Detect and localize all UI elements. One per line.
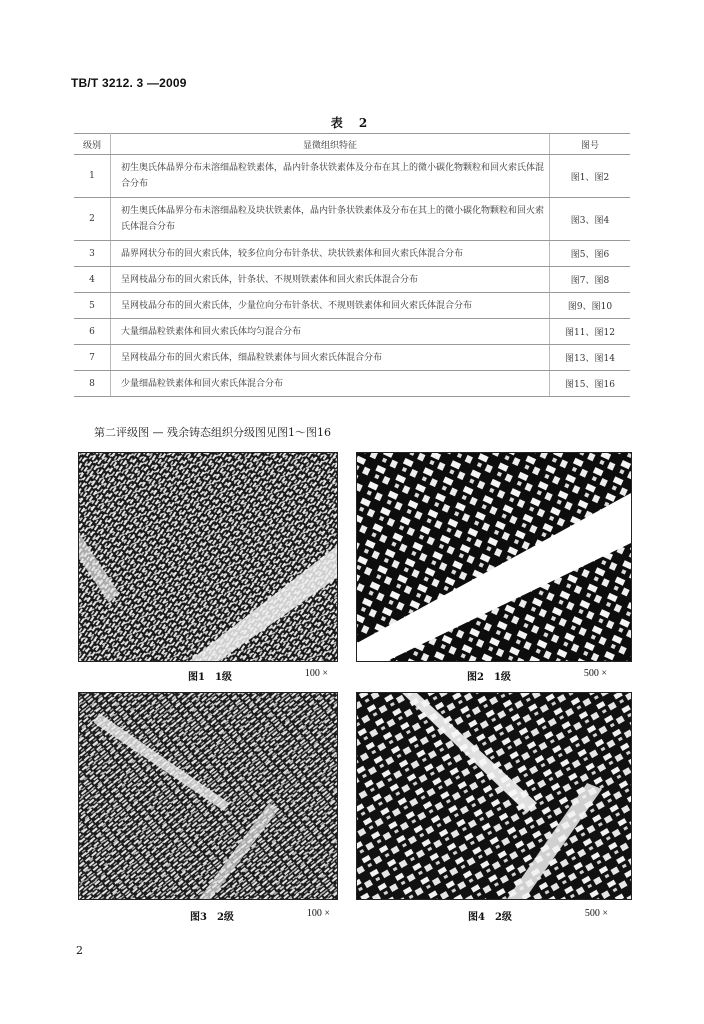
header-figures: 图号 (550, 134, 631, 155)
grade-cell: 2 (74, 198, 111, 241)
description-cell: 少量细晶粒铁素体和回火索氏体混合分布 (111, 371, 550, 397)
figures-cell: 图11、图12 (550, 319, 631, 345)
header-description: 显微组织特征 (111, 134, 550, 155)
description-cell: 初生奥氏体晶界分布未溶细晶粒铁素体，晶内针条状铁素体及分布在其上的微小碳化物颗粒和回火索氏体混合分布 (111, 155, 550, 198)
figures-cell: 图3、图4 (550, 198, 631, 241)
micrograph-fig2 (356, 452, 632, 662)
figure-label: 图2 1级 (467, 672, 511, 683)
standard-code: TB/T 3212. 3 —2009 (71, 76, 187, 90)
table-row (74, 241, 630, 267)
section-heading: 第二评级图 — 残余铸态组织分级图见图1～图16 (94, 426, 331, 439)
table-row (74, 198, 630, 241)
description-cell: 晶界网状分布的回火索氏体，较多位向分布针条状、块状铁素体和回火索氏体混合分布 (111, 241, 550, 267)
figure-caption-2 (467, 668, 607, 683)
micrograph-fig3-image (79, 693, 337, 899)
figures-cell: 图15、图16 (550, 371, 631, 397)
grade-cell: 1 (74, 155, 111, 198)
grade-cell: 4 (74, 267, 111, 293)
figure-magnification: 100 × (304, 668, 328, 679)
description-cell: 呈网枝晶分布的回火索氏体，细晶粒铁素体与回火索氏体混合分布 (111, 345, 550, 371)
table-header-row (74, 134, 630, 155)
grade-cell: 6 (74, 319, 111, 345)
description-cell: 大量细晶粒铁素体和回火索氏体均匀混合分布 (111, 319, 550, 345)
micrograph-fig3 (78, 692, 338, 900)
figure-label: 图3 2级 (190, 912, 234, 923)
table-caption: 表 2 (330, 116, 374, 130)
figures-cell: 图7、图8 (550, 267, 631, 293)
micrograph-fig2-image (357, 453, 631, 661)
micrograph-fig1-image (79, 453, 337, 661)
page-number: 2 (76, 944, 83, 957)
figure-caption-3 (190, 908, 330, 923)
grade-table (74, 133, 630, 397)
table-row (74, 155, 630, 198)
figure-caption-1 (188, 668, 328, 683)
figure-magnification: 500 × (584, 908, 608, 919)
figure-label: 图1 1级 (188, 672, 232, 683)
micrograph-fig4-image (357, 693, 631, 899)
table-row (74, 371, 630, 397)
figure-magnification: 500 × (583, 668, 607, 679)
description-cell: 呈网枝晶分布的回火索氏体，针条状、不规则铁素体和回火索氏体混合分布 (111, 267, 550, 293)
figure-magnification: 100 × (306, 908, 330, 919)
table-row (74, 345, 630, 371)
table-row (74, 319, 630, 345)
grade-cell: 7 (74, 345, 111, 371)
grade-cell: 5 (74, 293, 111, 319)
figures-cell: 图1、图2 (550, 155, 631, 198)
grade-cell: 8 (74, 371, 111, 397)
header-grade: 级别 (74, 134, 111, 155)
description-cell: 呈网枝晶分布的回火索氏体，少量位向分布针条状、不规则铁素体和回火索氏体混合分布 (111, 293, 550, 319)
table-row (74, 267, 630, 293)
figures-cell: 图9、图10 (550, 293, 631, 319)
figures-cell: 图13、图14 (550, 345, 631, 371)
grade-cell: 3 (74, 241, 111, 267)
micrograph-fig1 (78, 452, 338, 662)
table-row (74, 293, 630, 319)
figure-label: 图4 2级 (468, 912, 512, 923)
micrograph-fig4 (356, 692, 632, 900)
figures-cell: 图5、图6 (550, 241, 631, 267)
figure-caption-4 (468, 908, 608, 923)
description-cell: 初生奥氏体晶界分布未溶细晶粒及块状铁素体，晶内针条状铁素体及分布在其上的微小碳化物颗粒和回火索氏体混合分布 (111, 198, 550, 241)
